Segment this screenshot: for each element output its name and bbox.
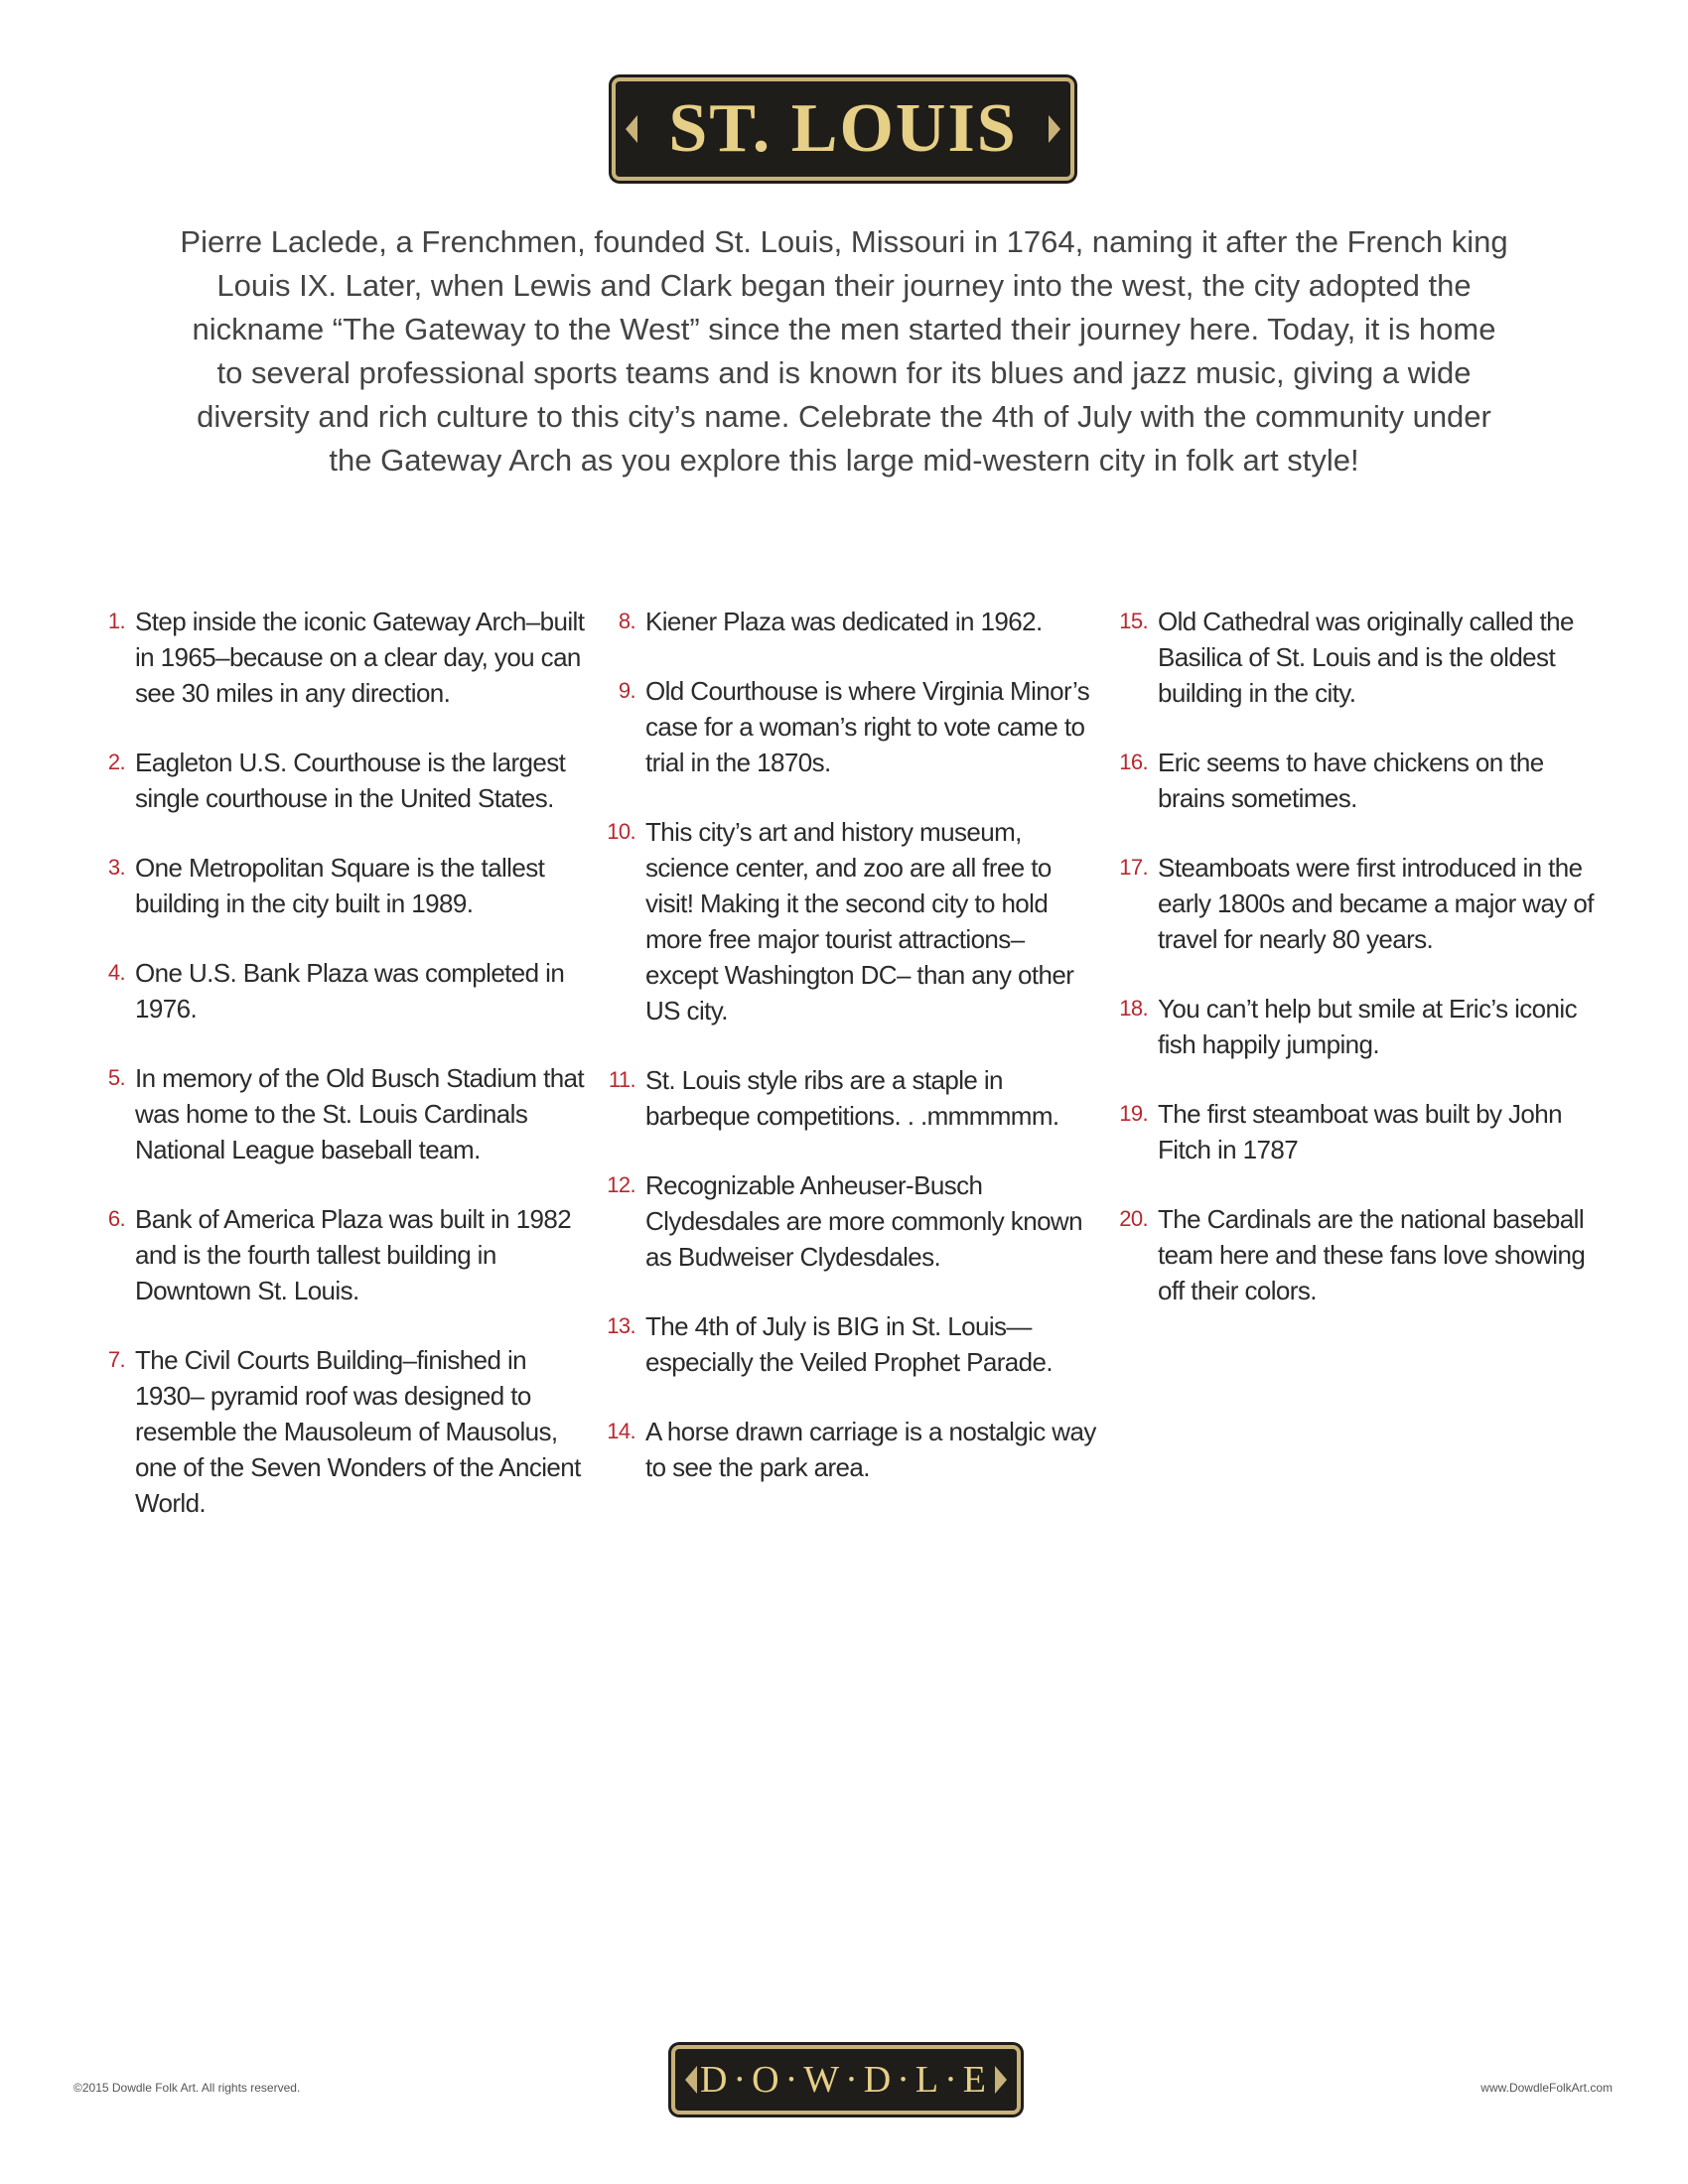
fact-text: One U.S. Bank Plaza was completed in 1976. [135, 958, 565, 1024]
fact-text: This city’s art and history museum, science center, and zoo are all free to visit! Making it the second city to hold more free major tourist attractions–except Washington DC– than any other US city. [645, 817, 1074, 1025]
website-link[interactable]: www.DowdleFolkArt.com [1480, 2081, 1613, 2095]
fact-item [89, 955, 586, 1026]
fact-item [89, 604, 586, 711]
fact-text: The Civil Courts Building–finished in 1930– pyramid roof was designed to resemble the Mausoleum of Mausolus, one of the Seven Wonders of the Ancient World. [135, 1345, 581, 1518]
fact-item [1112, 1201, 1609, 1308]
fact-text: One Metropolitan Square is the tallest building in the city built in 1989. [135, 853, 545, 918]
fact-item [1112, 745, 1609, 816]
fact-text: The 4th of July is BIG in St. Louis— especially the Veiled Prophet Parade. [645, 1311, 1053, 1377]
fact-text: A horse drawn carriage is a nostalgic way to see the park area. [645, 1417, 1096, 1482]
facts-column-2 [600, 604, 1096, 1519]
fact-number: 17. [1119, 855, 1148, 880]
fact-item [1112, 850, 1609, 957]
fact-item [1112, 991, 1609, 1062]
dowdle-logo-text: D·O·W·D·L·E [700, 2059, 992, 2101]
fact-number: 12. [607, 1172, 635, 1197]
fact-text: You can’t help but smile at Eric’s iconic fish happily jumping. [1158, 994, 1577, 1059]
fact-item [89, 1342, 586, 1521]
copyright-text: ©2015 Dowdle Folk Art. All rights reserved. [73, 2081, 301, 2095]
fact-number: 3. [107, 855, 125, 880]
fact-text: Old Cathedral was originally called the Basilica of St. Louis and is the oldest building in the city. [1158, 607, 1574, 708]
fact-number: 13. [607, 1313, 635, 1338]
fact-number: 8. [618, 609, 635, 633]
fact-number: 7. [107, 1347, 125, 1372]
fact-number: 9. [618, 678, 635, 703]
facts-column-3 [1112, 604, 1609, 1342]
dowdle-logo-badge [671, 2045, 1021, 2115]
fact-text: Step inside the iconic Gateway Arch–built in 1965–because on a clear day, you can see 30 miles in any direction. [135, 607, 585, 708]
fact-item [600, 604, 1096, 639]
fact-number: 6. [107, 1206, 125, 1231]
fact-number: 14. [607, 1419, 635, 1443]
fact-item [89, 745, 586, 816]
intro-paragraph: Pierre Laclede, a Frenchmen, founded St. Louis, Missouri in 1764, naming it after the French king Louis IX. Later, when Lewis and Clark began their journey into the west, the city adopted the nickname “The Gateway to the West” since the men started their journey here. Today, it is home to several professional sports teams and is known for its blues and jazz music, giving a wide diversity and rich culture to this city’s name. Celebrate the 4th of July with the community under the Gateway Arch as you explore this large mid-western city in folk art style! [180, 224, 1508, 478]
fact-number: 5. [107, 1065, 125, 1090]
fact-item [600, 814, 1096, 1028]
fact-item [1112, 604, 1609, 711]
fact-item [600, 673, 1096, 780]
fact-text: The first steamboat was built by John Fitch in 1787 [1158, 1099, 1563, 1164]
fact-item [600, 1414, 1096, 1485]
fact-number: 1. [107, 609, 125, 633]
fact-text: The Cardinals are the national baseball team here and these fans love showing off their colors. [1158, 1204, 1586, 1305]
fact-item [89, 850, 586, 921]
fact-item [1112, 1096, 1609, 1167]
fact-number: 18. [1119, 996, 1148, 1021]
fact-number: 11. [608, 1067, 635, 1092]
fact-text: St. Louis style ribs are a staple in barbeque competitions. . .mmmmmm. [645, 1065, 1059, 1131]
fact-number: 4. [107, 960, 125, 985]
fact-item [89, 1060, 586, 1167]
fact-item [600, 1167, 1096, 1275]
fact-number: 15. [1119, 609, 1148, 633]
fact-text: Recognizable Anheuser-Busch Clydesdales are more commonly known as Budweiser Clydesdales. [645, 1170, 1082, 1272]
fact-number: 16. [1119, 750, 1148, 774]
fact-text: Bank of America Plaza was built in 1982 and is the fourth tallest building in Downtown St. Louis. [135, 1204, 572, 1305]
facts-column-1 [89, 604, 586, 1555]
fact-item [89, 1201, 586, 1308]
fact-item [600, 1062, 1096, 1134]
fact-number: 2. [107, 750, 125, 774]
fact-number: 20. [1119, 1206, 1148, 1231]
fact-number: 19. [1119, 1101, 1148, 1126]
fact-text: In memory of the Old Busch Stadium that was home to the St. Louis Cardinals National League baseball team. [135, 1063, 585, 1164]
page-title: ST. LOUIS [668, 90, 1018, 167]
fact-text: Old Courthouse is where Virginia Minor’s case for a woman’s right to vote came to trial in the 1870s. [645, 676, 1090, 777]
fact-text: Kiener Plaza was dedicated in 1962. [645, 607, 1043, 636]
fact-text: Eric seems to have chickens on the brains sometimes. [1158, 748, 1544, 813]
fact-text: Eagleton U.S. Courthouse is the largest single courthouse in the United States. [135, 748, 566, 813]
fact-text: Steamboats were first introduced in the early 1800s and became a major way of travel for nearly 80 years. [1158, 853, 1594, 954]
fact-number: 10. [607, 819, 635, 844]
title-badge [612, 77, 1074, 181]
fact-item [600, 1308, 1096, 1380]
